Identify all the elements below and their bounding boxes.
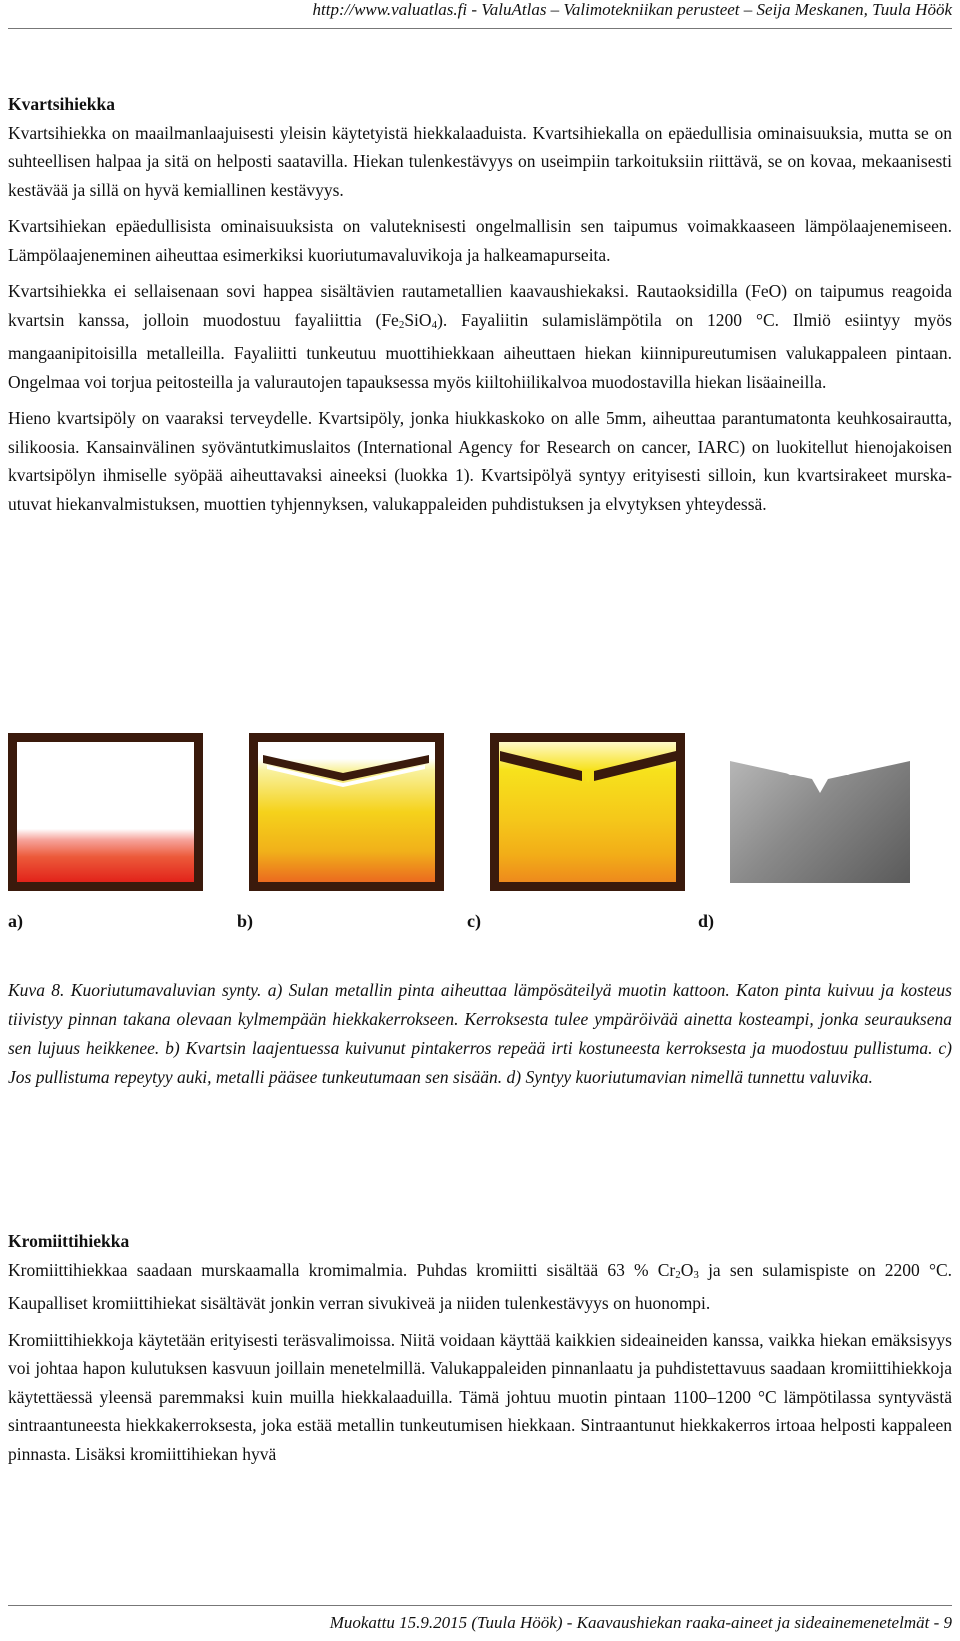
paragraph: Kvartsihiekka on maailmanlaajuisesti yleisin käytetyistä hiekkalaaduista. Kvartsihiekalla on epäedullisia ominaisuuksia, mutta se on suhteellisen halpaa ja sitä on helposti saatavilla. Hiekan tulenkestävyys on useimpiin tarkoituksiin riittävä, se on kovaa, mekaanisesti kestävää ja sillä on hyvä kemiallinen kestävyys. — [8, 122, 952, 200]
bulge-shape — [249, 733, 444, 891]
figure-caption: Kuva 8. Kuoriutumavaluvian synty. a) Sulan metallin pinta aiheuttaa lämpösäteilyä muotin kattoon. Katon pinta kuivuu ja kosteus tiivistyy pinnan takana olevaan kylmempään hiekkakerrokseen. Kerroksesta tulee ympäröivää ainetta kosteampi, jonka seurauksena sen lujuus heikkenee. b) Kvartsin laajentuessa kuivunut pintakerros repeää irti kostuneesta kerroksesta ja muodostuu pullistuma. c) Jos pullistuma repeytyy auki, metalli pääsee tunkeutumaan sen sisään. d) Syntyy kuoriutumavian nimellä tunnettu valuvika. — [8, 980, 952, 1087]
figure-label-d: d) — [698, 911, 715, 931]
figure-label-b: b) — [237, 911, 254, 931]
defect-shape — [730, 753, 910, 883]
section-title: Kvartsihiekka — [8, 94, 115, 114]
section-kvartsihiekka — [8, 90, 952, 526]
figure-label-a: a) — [8, 911, 23, 931]
paragraph: Kvartsihiekan epäedullisista ominaisuuksista on valuteknisesti ongelmallisin sen taipumus voimakkaaseen lämpölaajenemiseen. Lämpölaajeneminen aiheuttaa esimerkiksi kuoriutumavaluvikoja ja halkeamapurseita. — [8, 216, 952, 265]
section-title: Kromiittihiekka — [8, 1231, 130, 1251]
figure-panel-d — [730, 753, 910, 883]
figure-kuoriutuma — [8, 733, 952, 893]
figure-panel-c — [490, 733, 685, 891]
header-rule — [8, 28, 952, 29]
paragraph: Kvartsihiekka ei sellaisenaan sovi happea sisältävien rautametallien kaavaushiekaksi. Rautaoksidilla (FeO) on taipumus reagoida kvartsin kanssa, jolloin muodostuu fayaliittia $(Fe_2SiO_4)$. Fayaliitin sulamislämpötila on 1200 °C. Ilmiö esiintyy myös mangaanipitoisilla metalleilla. Fayaliitti tunkeutuu muottihiekkaan aiheuttaen hiekan kiinnipureutumisen valukappaleen pintaan. Ongelmaa voi torjua peitosteilla ja valurautojen tapauksessa myös kiiltohiilikalvoa muodostavilla hiekan lisäaineilla. — [8, 281, 952, 392]
figure-label-c: c) — [467, 911, 481, 931]
paragraph: Hieno kvartsipöly on vaaraksi terveydelle. Kvartsipöly, jonka hiukkaskoko on alle 5mm, aiheuttaa parantumatonta keuhkosairautta, silikoosia. Kansainvälinen syöväntutkimuslaitos (International Agency for Research on cancer, IARC) on luokitellut hienojakoisen kvartsipölyn ihmiselle syöpää aiheuttavaksi aineeksi (luokka 1). Kvartsipölyä syntyy erityisesti silloin, kun kvartsirakeet murskautuvat hiekanvalmistuksen, muottien tyhjennyksen, valukappaleiden puhdistuksen ja elvytyksen yhteydessä. — [8, 408, 952, 514]
rupture-shape — [490, 733, 685, 891]
footer-rule — [8, 1605, 952, 1606]
figure-panel-a — [8, 733, 203, 891]
page-footer: Muokattu 15.9.2015 (Tuula Höök) - Kaavaushiekan raaka-aineet ja sideainemenetelmät - 9 — [329, 1613, 952, 1632]
paragraph: Kromiittihiekkaa saadaan murskaamalla kromimalmia. Puhdas kromiitti sisältää 63 % $Cr_2O_3$ ja sen sulamispiste on 2200 °C. Kaupalliset kromiittihiekat sisältävät jonkin verran sivukiveä ja niiden tulenkestävyys on huonompi. — [8, 1259, 952, 1313]
page-header: http://www.valuatlas.fi - ValuAtlas – Valimotekniikan perusteet – Seija Meskanen, Tuula Höök — [312, 0, 952, 19]
paragraph: Kromiittihiekkoja käytetään erityisesti teräsvalimoissa. Niitä voidaan käyttää kaikkien sideaineiden kanssa, vaikka hiekan emäksisyys voi johtaa hapon kulutuksen kasvuun joillain menetelmillä. Valukappaleiden pinnanlaatu ja puhdistettavuus saadaan kromiittihiekkoja käytettäessä yleensä paremmaksi kuin muilla hiekkalaaduilla. Tämä johtuu muotin pintaan 1100–1200 °C lämpötilassa syntyvästä sintraantuneesta hiekkakerroksesta, joka estää metallin tunkeutumisen hiekkaan. Sintraantunut hiekkakerros irtoaa helposti kappaleen pinnasta. Lisäksi kromiittihiekan hyvä — [8, 1329, 952, 1464]
section-kromiittihiekka — [8, 1227, 952, 1476]
figure-panel-b — [249, 733, 444, 891]
